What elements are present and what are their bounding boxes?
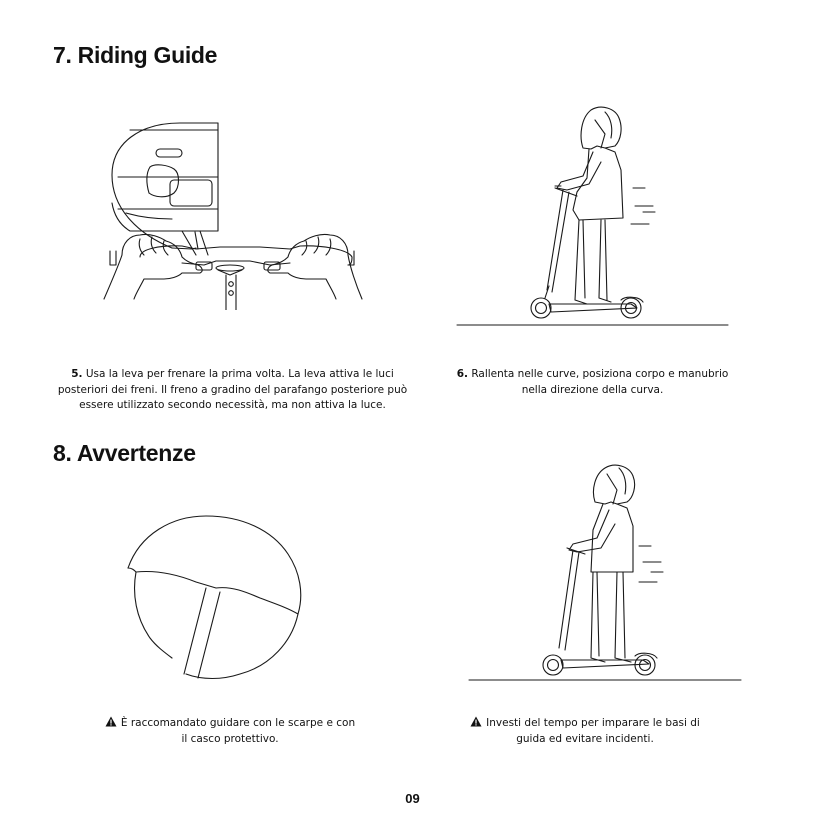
caption-step-5-line3: essere utilizzato secondo necessità, ma non attiva la luce. [79, 399, 386, 411]
caption-step-6 [440, 367, 745, 398]
section-title-warnings: 8. Avvertenze [53, 440, 196, 466]
caption-step-6-line1: Rallenta nelle curve, posiziona corpo e manubrio [471, 368, 729, 380]
warning-triangle-icon [470, 716, 482, 727]
helmet-illustration [120, 510, 310, 685]
caption-warning-2-line1: Investi del tempo per imparare le basi di [486, 717, 700, 729]
caption-warning-1-line2: il casco protettivo. [181, 732, 279, 745]
caption-step-5-number: 5. [71, 368, 83, 380]
brake-lever-illustration [100, 115, 370, 310]
caption-warning-1 [80, 716, 380, 747]
caption-step-5-line1: Usa la leva per frenare la prima volta. La leva attiva le luci [85, 368, 394, 380]
caption-warning-2-line2: guida ed evitare incidenti. [516, 732, 654, 745]
caption-step-6-number: 6. [456, 368, 468, 380]
rider-turning-illustration [455, 100, 730, 330]
page-number: 09 [405, 791, 420, 806]
caption-warning-2 [450, 716, 720, 747]
caption-warning-1-line1: È raccomandato guidare con le scarpe e con [120, 717, 356, 729]
caption-step-5 [50, 367, 415, 414]
caption-step-6-line2: nella direzione della curva. [521, 383, 664, 396]
caption-step-5-line2: posteriori dei freni. Il freno a gradino del parafango posteriore può [57, 383, 408, 396]
rider-standing-illustration [465, 462, 745, 687]
section-title-riding-guide: 7. Riding Guide [53, 42, 218, 68]
warning-triangle-icon [105, 716, 117, 727]
